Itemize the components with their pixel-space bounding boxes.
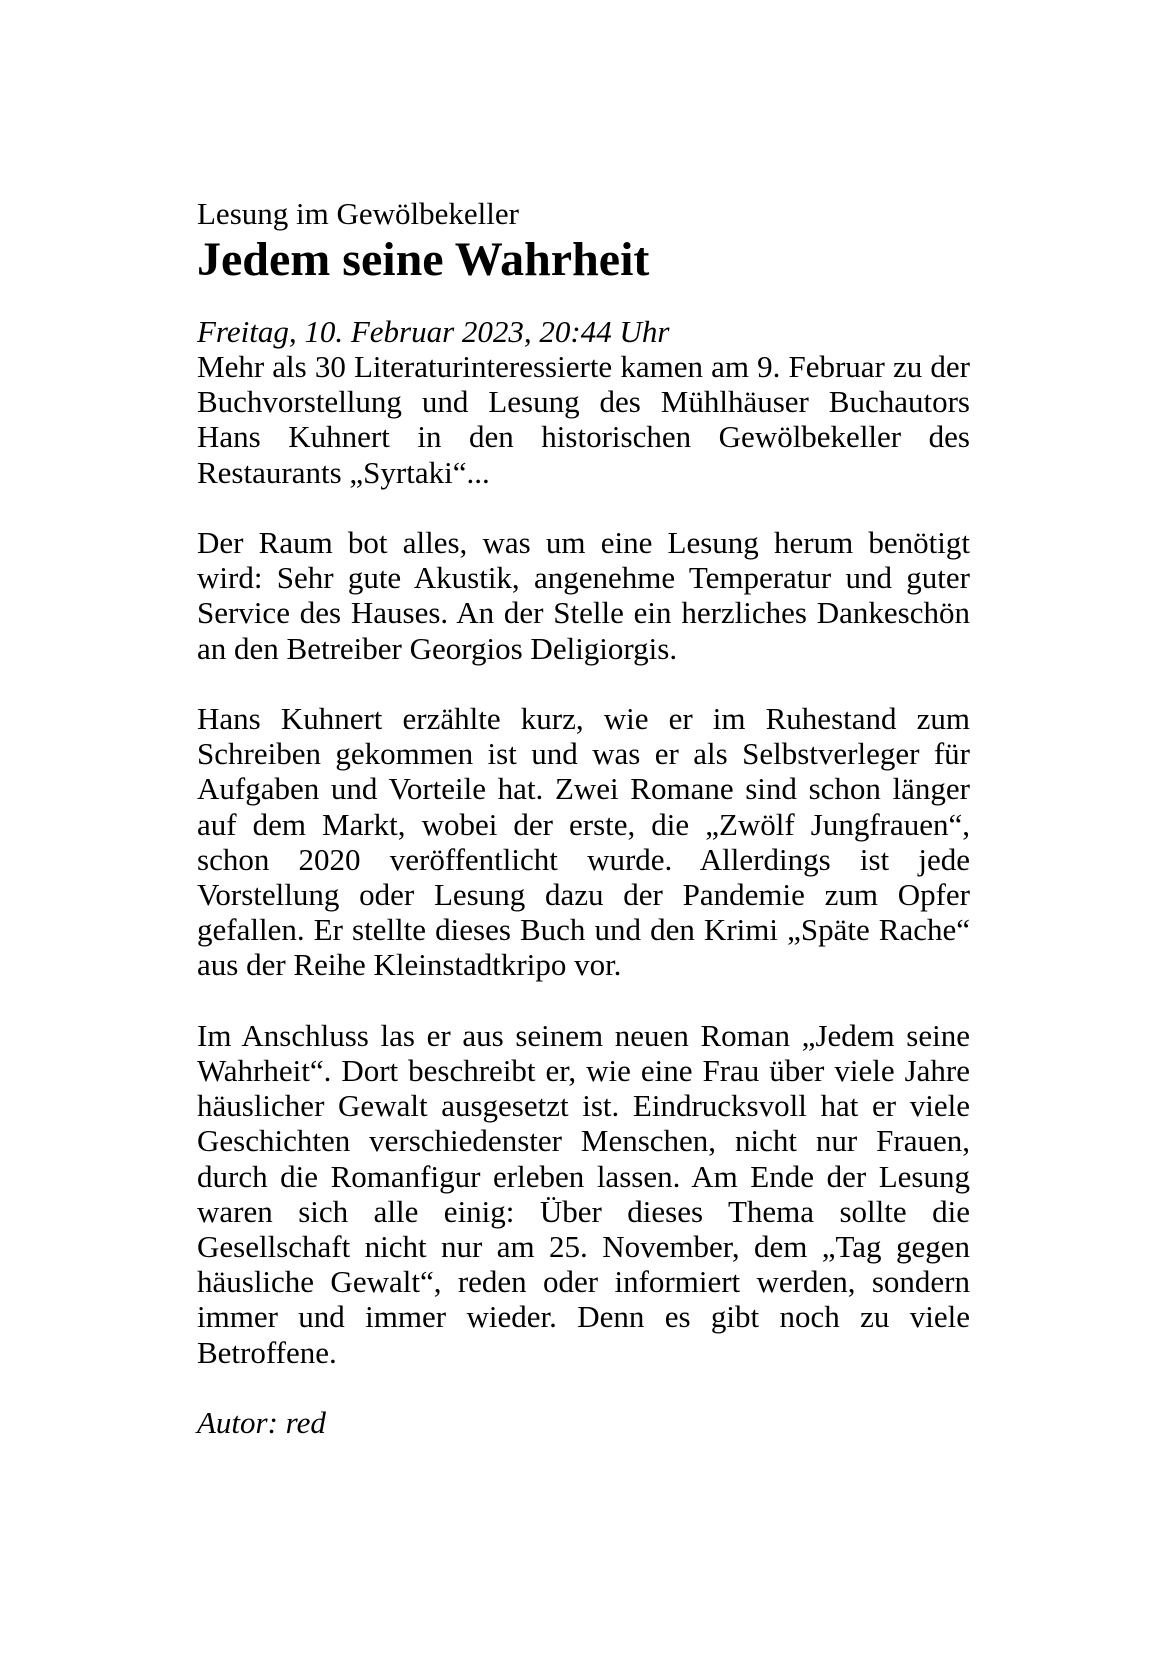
article-headline: Jedem seine Wahrheit: [197, 233, 650, 286]
article-paragraph: Der Raum bot alles, was um eine Lesung herum benötigt wird: Sehr gute Akustik, angenehme Temperatur und guter Service des Hauses. An der Stelle ein herzliches Dankeschön an den Betreiber Georgios Deligiorgis.: [197, 525, 970, 666]
article-paragraph: Im Anschluss las er aus seinem neuen Roman „Jedem seine Wahrheit“. Dort beschreibt er, wie eine Frau über viele Jahre häuslicher Gewalt ausgesetzt ist. Eindrucksvoll hat er viele Geschichten verschiedenster Menschen, nicht nur Frauen, durch die Romanfigur erleben lassen. Am Ende der Lesung waren sich alle einig: Über dieses Thema sollte die Gesellschaft nicht nur am 25. November, dem „Tag gegen häusliche Gewalt“, reden oder informiert werden, sondern immer und immer wieder. Denn es gibt noch zu viele Betroffene.: [197, 1017, 970, 1370]
article-kicker: Lesung im Gewölbekeller: [197, 196, 519, 231]
article-paragraph: Mehr als 30 Literaturinteressierte kamen am 9. Februar zu der Buchvorstellung und Lesung des Mühlhäuser Buchautors Hans Kuhnert in den historischen Gewölbekeller des Restaurants „Syrtaki“...: [197, 349, 970, 490]
article-dateline: Freitag, 10. Februar 2023, 20:44 Uhr: [197, 314, 670, 349]
article-author: Autor: red: [197, 1405, 326, 1441]
article: [197, 196, 970, 1440]
article-paragraph: Hans Kuhnert erzählte kurz, wie er im Ruhestand zum Schreiben gekommen ist und was er als Selbstverleger für Aufgaben und Vorteile hat. Zwei Romane sind schon länger auf dem Markt, wobei der erste, die „Zwölf Jungfrauen“, schon 2020 veröffentlicht wurde. Allerdings ist jede Vorstellung oder Lesung dazu der Pandemie zum Opfer gefallen. Er stellte dieses Buch und den Krimi „Späte Rache“ aus der Reihe Kleinstadtkripo vor.: [197, 701, 970, 983]
